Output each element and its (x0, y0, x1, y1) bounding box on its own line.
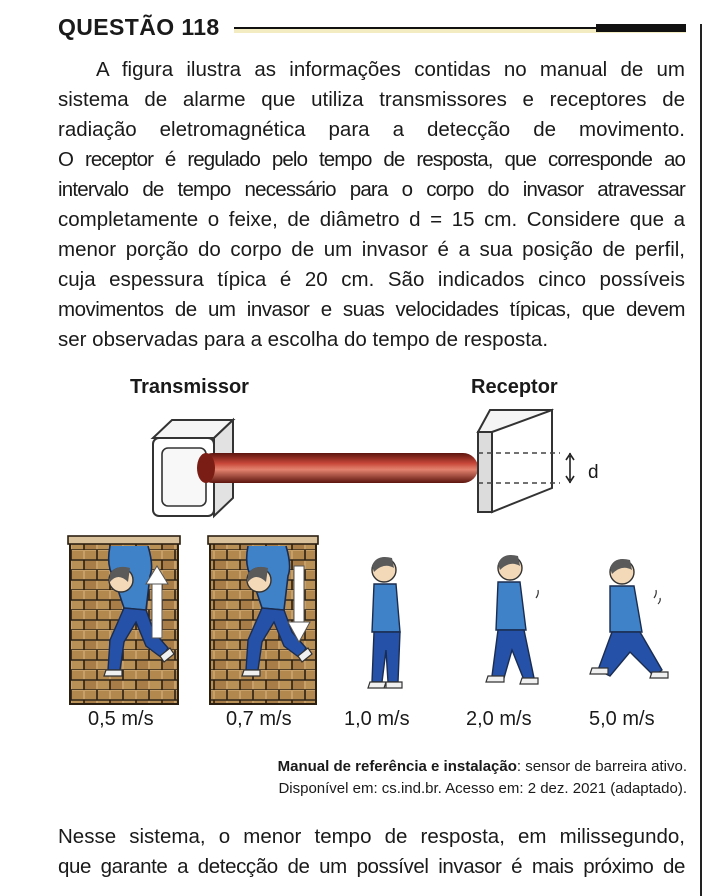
intro-line: ser observadas para a escolha do tempo de resposta. (58, 328, 549, 351)
question-title: QUESTÃO 118 (58, 14, 220, 40)
source-subtitle: : sensor de barreira ativo. (516, 758, 687, 775)
intro-line: O receptor é regulado pelo tempo de resposta, que corresponde ao (58, 148, 685, 171)
runner-fast (590, 559, 668, 678)
alarm-figure (58, 370, 688, 740)
question-header (58, 14, 688, 44)
intro-line: menor porção do corpo de um invasor é a sua posição de perfil, (58, 238, 685, 261)
intro-line: A figura ilustra as informações contidas no manual de um (96, 58, 685, 81)
intro-line: movimentos de um invasor e suas velocidades típicas, que devem (58, 298, 685, 321)
radiation-beam (197, 453, 478, 483)
page-right-border (700, 24, 702, 896)
source-title: Manual de referência e instalação (277, 758, 517, 775)
climber-up (68, 536, 180, 704)
intro-line: completamente o feixe, de diâmetro d = 15 cm. Considere que a (58, 208, 685, 231)
intro-line: radiação eletromagnética para a detecção de movimento. (58, 118, 685, 141)
speed-label: 2,0 m/s (466, 708, 532, 730)
source-citation (278, 758, 687, 775)
source-availability: Disponível em: cs.ind.br. Acesso em: 2 dez. 2021 (adaptado). (278, 780, 687, 797)
climber-down (208, 536, 318, 704)
transmitter-label: Transmissor (130, 376, 249, 398)
receiver-box (478, 410, 574, 512)
intro-line: sistema de alarme que utiliza transmissores e receptores de (58, 88, 685, 111)
speed-label: 5,0 m/s (589, 708, 655, 730)
walker-slow (368, 557, 402, 688)
figure-drawing (58, 370, 688, 706)
speed-label: 0,5 m/s (88, 708, 154, 730)
intro-paragraph (58, 55, 685, 355)
header-bar (596, 24, 686, 32)
closing-line: que garante a detecção de um possível invasor é mais próximo de (58, 855, 685, 878)
speed-label: 1,0 m/s (344, 708, 410, 730)
walker-medium (486, 555, 538, 684)
receiver-label: Receptor (471, 376, 558, 398)
speed-label: 0,7 m/s (226, 708, 292, 730)
intro-line: cuja espessura típica é 20 cm. São indicados cinco possíveis (58, 268, 685, 291)
diameter-label: d (588, 462, 599, 483)
intro-line: intervalo de tempo necessário para o corpo do invasor atravessar (58, 178, 685, 201)
closing-line: Nesse sistema, o menor tempo de resposta, em milissegundo, (58, 825, 685, 848)
closing-paragraph (58, 822, 685, 882)
